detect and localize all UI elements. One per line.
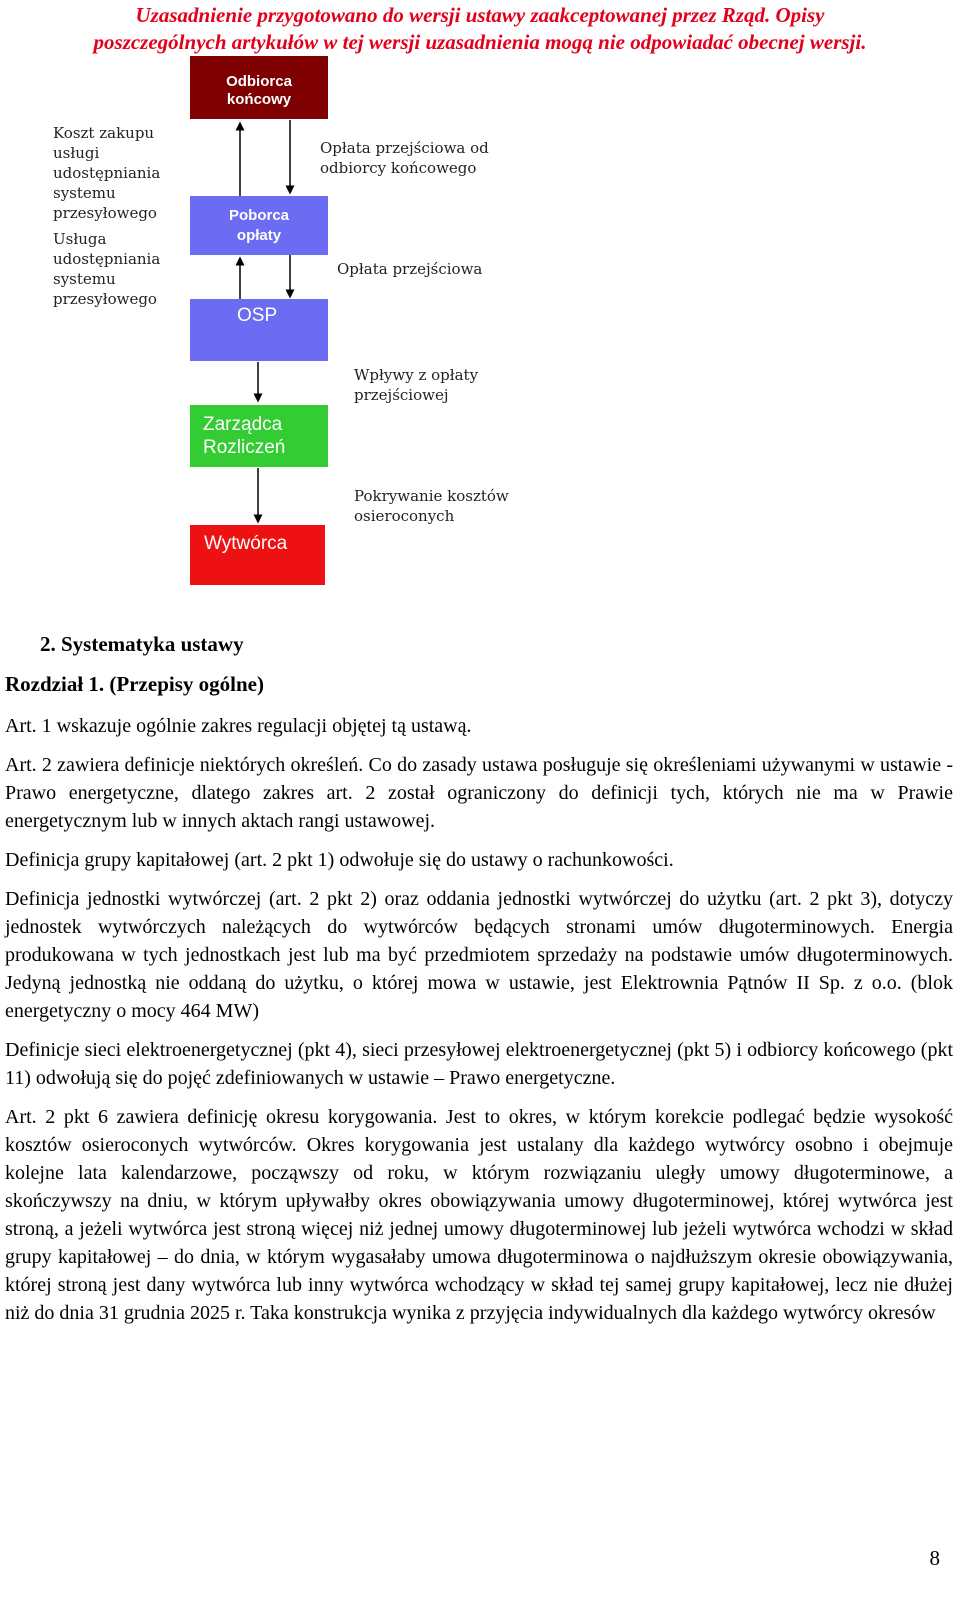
paragraph: Definicje sieci elektroenergetycznej (pkt 4), sieci przesyłowej elektroenergetycznej (pkt 5) i odbiorcy końcowego (pkt 11) odwołują się do pojęć zdefiniowanych w ustawie – Prawo energetyczne.: [5, 1039, 953, 1089]
label-wplywy-line: Wpływy z opłaty: [354, 366, 479, 384]
paragraph: Definicja jednostki wytwórczej (art. 2 pkt 2) oraz oddania jednostki wytwórczej do użytku (art. 2 pkt 3), dotyczy jednostek wytwórczych należących do wytwórców będących stronami umów długoterminowych. Energia produkowana w tych jednostkach jest lub ma być przedmiotem sprzedaży na podstawie umów długoterminowych. Jedyną jednostką nie oddaną do użytku, o której mowa w ustawie, jest Elektrownia Pątnów II Sp. z o.o. (blok energetyczny o mocy 464 MW): [5, 888, 953, 1022]
label-usluga-line: przesyłowego: [53, 290, 157, 308]
version-notice-line-2: poszczególnych artykułów w tej wersji uzasadnienia mogą nie odpowiadać obecnej wersji.: [93, 30, 867, 54]
label-oplata-od-odbiorcy-line: odbiorcy końcowego: [320, 159, 477, 177]
box-odbiorca-line-2: końcowy: [226, 91, 292, 108]
box-poborca-line-1: Poborca: [228, 206, 289, 224]
chapter-heading: Rozdział 1. (Przepisy ogólne): [5, 672, 264, 696]
paragraph: Art. 1 wskazuje ogólnie zakres regulacji objętej tą ustawą.: [5, 715, 472, 737]
label-oplata-przejsciowa: [337, 259, 482, 279]
box-wytworca: [190, 525, 325, 585]
version-notice-line-1: Uzasadnienie przygotowano do wersji ustawy zaakceptowanej przez Rząd. Opisy: [135, 3, 825, 27]
label-koszt-line: udostępniania: [53, 164, 161, 182]
label-pokrywanie: [354, 486, 509, 526]
label-koszt-line: systemu: [53, 184, 116, 202]
label-oplata-line: Opłata przejściowa: [337, 260, 483, 278]
section-heading: 2. Systematyka ustawy: [40, 632, 244, 656]
box-osp: [190, 299, 328, 361]
label-usluga: [53, 229, 160, 309]
box-odbiorca-koncowy: [190, 56, 328, 119]
box-poborca-line-2: opłaty: [236, 226, 282, 244]
label-wplywy-line: przejściowej: [354, 386, 449, 404]
box-odbiorca-line-1: Odbiorca: [226, 73, 292, 90]
label-oplata-od-odbiorcy-line: Opłata przejściowa od: [320, 139, 489, 157]
box-poborca-oplaty: [190, 196, 328, 255]
label-koszt-line: usługi: [53, 144, 100, 162]
paragraph: Definicja grupy kapitałowej (art. 2 pkt 1) odwołuje się do ustawy o rachunkowości.: [5, 849, 674, 871]
box-zarzadca-line-2: Rozliczeń: [203, 437, 286, 458]
label-koszt-zakupu: [53, 123, 160, 223]
box-zarzadca-rozliczen: [190, 405, 328, 467]
label-koszt-line: przesyłowego: [53, 204, 157, 222]
page-number: 8: [929, 1546, 940, 1570]
label-usluga-line: Usługa: [53, 230, 107, 248]
box-wytworca-label: Wytwórca: [204, 533, 288, 554]
box-zarzadca-line-1: Zarządca: [203, 414, 283, 435]
label-oplata-od-odbiorcy: [320, 138, 489, 178]
label-koszt-line: Koszt zakupu: [53, 124, 155, 142]
label-pokrywanie-line: Pokrywanie kosztów: [354, 487, 509, 505]
label-usluga-line: udostępniania: [53, 250, 161, 268]
label-wplywy: [354, 365, 478, 405]
label-usluga-line: systemu: [53, 270, 116, 288]
body-text: [5, 712, 953, 1338]
label-pokrywanie-line: osieroconych: [354, 507, 455, 525]
paragraph: Art. 2 pkt 6 zawiera definicję okresu korygowania. Jest to okres, w którym korekcie podlegać będzie wysokość kosztów osieroconych wytwórców. Okres korygowania jest ustalany dla każdego wytwórcy osobno i obejmuje kolejne lata kalendarzowe, począwszy od roku, w którym rozwiązaniu uległy umowy długoterminowe, a skończywszy na dniu, w którym upływałby okres obowiązywania umowy długoterminowej, której wytwórca jest stroną, a jeżeli wytwórca jest stroną więcej niż jednej umowy długoterminowej lub jeżeli wytwórca wchodzi w skład grupy kapitałowej – do dnia, w którym wygasałaby umowa długoterminowa o najdłuższym okresie obowiązywania, której stroną jest dany wytwórca lub inny wytwórca wchodzący w skład tej samej grupy kapitałowej, lecz nie dłużej niż do dnia 31 grudnia 2025 r. Taka konstrukcja wynika z przyjęcia indywidualnych dla każdego wytwórcy okresów: [5, 1106, 953, 1324]
box-osp-label: OSP: [237, 305, 278, 326]
paragraph: Art. 2 zawiera definicje niektórych określeń. Co do zasady ustawa posługuje się określeniami używanymi w ustawie - Prawo energetyczne, dlatego zakres art. 2 został ograniczony do definicji tych, których nie ma w Prawie energetycznym lub w innych aktach rangi ustawowej.: [5, 754, 953, 832]
